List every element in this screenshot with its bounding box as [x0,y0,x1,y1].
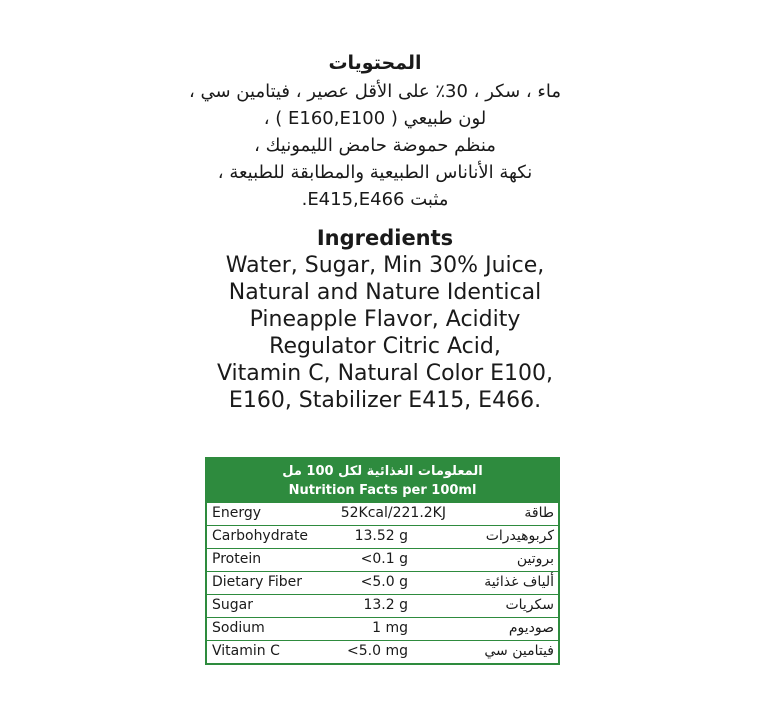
nutrient-name: Protein [212,551,262,567]
arabic-ingredients-line: لون طبيعي ( E160,E100 ) ، [263,108,487,129]
english-ingredients-line: Vitamin C, Natural Color E100, [216,361,554,386]
nutrient-value: <5.0 g [360,574,408,590]
nutrient-name-arabic: سكريات [505,597,554,613]
arabic-ingredients-line: ماء ، سكر ، 30٪ على الأقل عصير ، فيتامين سي ، [188,81,562,102]
nutrient-value: <0.1 g [360,551,408,567]
arabic-ingredients [140,48,610,213]
nutrient-value: 1 mg [372,620,408,636]
english-ingredients-line: E160, Stabilizer E415, E466. [228,388,542,413]
arabic-ingredients-line: مثبت E415,E466. [301,189,449,210]
nutrition-row-sodium [207,617,558,640]
nutrient-name-arabic: صوديوم [508,620,554,636]
english-ingredients-line: Regulator Citric Acid, [269,334,501,359]
nutrition-row-energy [207,503,558,525]
nutrition-row-vitamin-c [207,640,558,663]
nutrition-row-protein [207,548,558,571]
nutrition-row-sugar [207,594,558,617]
nutrient-name-arabic: فيتامين سي [484,643,554,659]
english-ingredients-line: Natural and Nature Identical [228,280,542,305]
english-ingredients-line: Water, Sugar, Min 30% Juice, [225,253,545,278]
nutrient-value: <5.0 mg [347,643,408,659]
arabic-ingredients-line: منظم حموضة حامض الليمونيك ، [254,135,496,156]
english-ingredients [140,224,630,414]
nutrient-name: Sodium [212,620,265,636]
arabic-ingredients-line: نكهة الأناناس الطبيعية والمطابقة للطبيعة ، [217,162,533,183]
nutrient-name: Energy [212,505,262,521]
nutrition-row-dietary-fiber [207,571,558,594]
nutrition-header-english: Nutrition Facts per 100ml [288,483,477,498]
nutrient-name: Vitamin C [212,643,280,659]
nutrient-value: 52Kcal/221.2KJ [340,505,446,521]
nutrition-facts-body [207,503,558,663]
arabic-ingredients-title: المحتويات [328,52,422,74]
nutrition-header-arabic: المعلومات الغذائية لكل 100 مل [282,464,483,479]
nutrient-name-arabic: كربوهيدرات [485,528,554,544]
nutrition-facts-table [205,457,560,665]
nutrition-row-carbohydrate [207,525,558,548]
nutrient-name-arabic: ألياف غذائية [484,574,554,590]
nutrient-value: 13.52 g [354,528,408,544]
nutrient-name: Sugar [212,597,253,613]
nutrient-name: Carbohydrate [212,528,309,544]
english-ingredients-title: Ingredients [316,226,454,250]
nutrition-facts-header [207,459,558,503]
nutrient-value: 13.2 g [363,597,408,613]
nutrient-name: Dietary Fiber [212,574,303,590]
nutrient-name-arabic: طاقة [524,505,554,521]
english-ingredients-line: Pineapple Flavor, Acidity [249,307,521,332]
nutrient-name-arabic: بروتين [516,551,554,567]
